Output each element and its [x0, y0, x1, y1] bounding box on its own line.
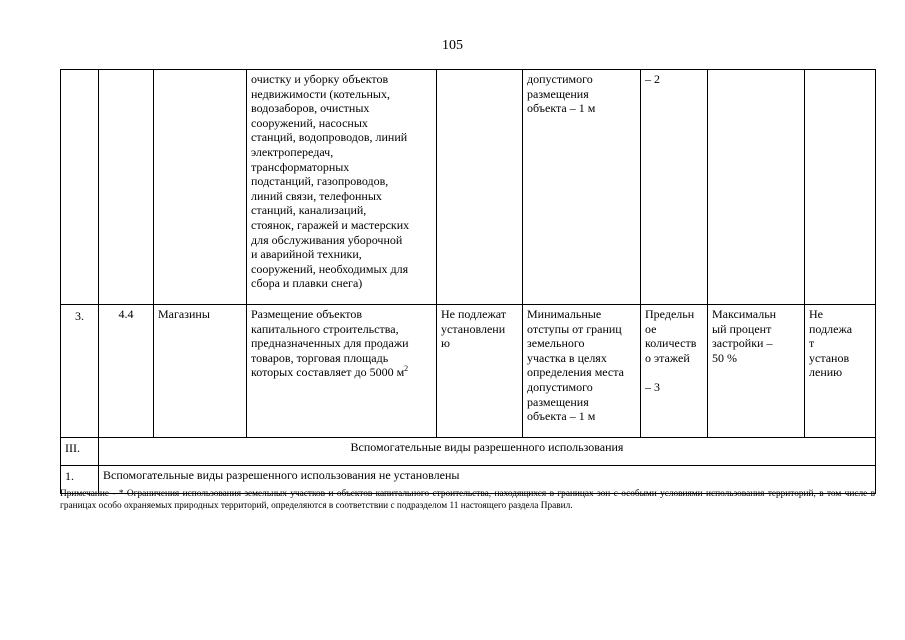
- land-use-table: [60, 69, 876, 494]
- section-number: III.: [61, 438, 99, 466]
- cell-col7: – 2: [641, 70, 708, 305]
- table-row-3: [61, 305, 876, 438]
- other-params-cell: Не подлежа т установ лению: [805, 305, 876, 438]
- cell-description: очистку и уборку объектов недвижимости (котельных, водозаборов, очистных сооружений, насосных станций, водопроводов, линий электропередач, трансформаторных подстанций, газопроводов, линий связи, телефонных станций, канализаций, стоянок, гаражей и мастерских для обслуживания уборочной и аварийной техники, сооружений, необходимых для сбора и плавки снега): [247, 70, 437, 305]
- cell-col9: [805, 70, 876, 305]
- section-iii-row: [61, 438, 876, 466]
- floors-cell: Предельн ое количеств о этажей – 3: [641, 305, 708, 438]
- page-number: 105: [442, 38, 463, 53]
- cell-col8: [708, 70, 805, 305]
- use-description: [247, 305, 437, 438]
- superscript: 2: [404, 364, 409, 374]
- coverage-cell: Максимальн ый процент застройки – 50 %: [708, 305, 805, 438]
- use-code: 4.4: [99, 305, 154, 438]
- use-description-text: Размещение объектов капитального строительства, предназначенных для продажи товаров, торговая площадь которых составляет до 5000 м: [251, 307, 409, 380]
- row-number: 3.: [61, 305, 99, 438]
- cell-num: [61, 70, 99, 305]
- cell-col5: [437, 70, 523, 305]
- setback-cell: Минимальные отступы от границ земельного участка в целях определения места допустимого размещения объекта – 1 м: [523, 305, 641, 438]
- cell-col6: допустимого размещения объекта – 1 м: [523, 70, 641, 305]
- cell-code: [99, 70, 154, 305]
- row-number: 1.: [61, 466, 99, 494]
- section-title: Вспомогательные виды разрешенного использования: [99, 438, 876, 466]
- plot-size-cell: Не подлежат установлени ю: [437, 305, 523, 438]
- use-name: Магазины: [154, 305, 247, 438]
- auxiliary-uses-text: Вспомогательные виды разрешенного использования не установлены: [99, 466, 876, 494]
- footnote: Примечание - * Ограничения использования земельных участков и объектов капитального строительства, находящихся в границах зон с особыми условиями использования территорий, в том числе в границах особо охраняемых природных территорий, определяются в соответствии с подразделом 11 настоящего раздела Правил.: [60, 489, 875, 511]
- table-row-continuation: [61, 70, 876, 305]
- cell-name: [154, 70, 247, 305]
